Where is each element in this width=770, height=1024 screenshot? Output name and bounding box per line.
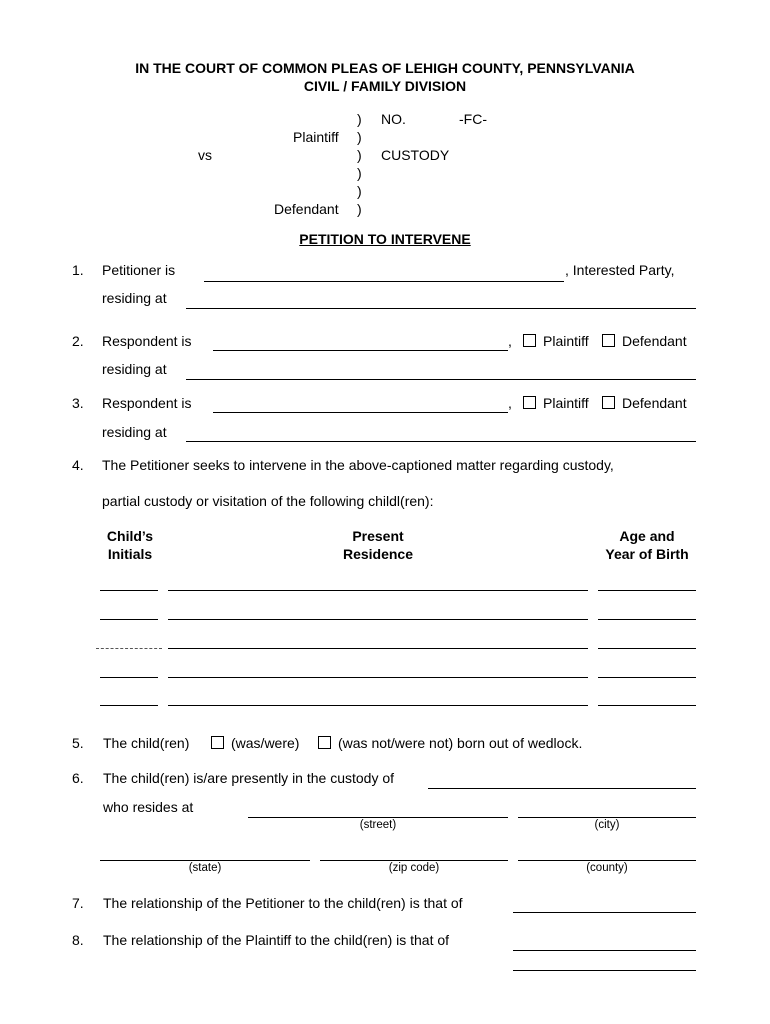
county-field[interactable] [518, 860, 696, 861]
respondent-2-name-field[interactable] [213, 412, 508, 413]
vs-label: vs [198, 147, 212, 163]
petitioner-address-field[interactable] [186, 308, 696, 309]
division-heading: CIVIL / FAMILY DIVISION [303, 78, 467, 94]
child-residence-field[interactable] [168, 619, 588, 620]
zip-field[interactable] [320, 860, 508, 861]
caption-paren: ) [357, 165, 362, 181]
custodian-name-field[interactable] [428, 788, 696, 789]
state-field[interactable] [100, 860, 310, 861]
custody-of-label: The child(ren) is/are presently in the custody of [103, 770, 395, 786]
defendant-label: Defendant [274, 201, 339, 217]
fc-label: -FC- [459, 111, 487, 127]
item-number: 4. [72, 457, 84, 473]
child-initials-field[interactable] [100, 705, 158, 706]
item-number: 6. [72, 770, 84, 786]
who-resides-label: who resides at [103, 799, 194, 815]
plaintiff-label: Plaintiff [293, 129, 339, 145]
respondent-label: Respondent is [102, 395, 192, 411]
child-initials-field[interactable] [96, 648, 162, 649]
state-caption: (state) [188, 862, 222, 874]
interested-party-label: , Interested Party, [565, 262, 675, 278]
custody-label: CUSTODY [381, 147, 450, 163]
respondent-1-name-field[interactable] [213, 350, 508, 351]
item-number: 1. [72, 262, 84, 278]
was-were-checkbox[interactable] [211, 736, 224, 749]
petition-title: PETITION TO INTERVENE [299, 231, 471, 247]
col-age-header-1: Age and [619, 528, 675, 544]
petitioner-relationship-label: The relationship of the Petitioner to the child(ren) is that of [103, 895, 463, 911]
petitioner-name-field[interactable] [204, 281, 564, 282]
plaintiff-option-label: Plaintiff [543, 395, 589, 411]
respondent-1-plaintiff-checkbox[interactable] [523, 334, 536, 347]
plaintiff-relationship-label: The relationship of the Plaintiff to the child(ren) is that of [103, 932, 450, 948]
child-residence-field[interactable] [168, 648, 588, 649]
child-residence-field[interactable] [168, 590, 588, 591]
was-not-label: (was not/were not) born out of wedlock. [338, 735, 583, 751]
child-initials-field[interactable] [100, 590, 158, 591]
seeks-line-1: The Petitioner seeks to intervene in the above-captioned matter regarding custody, [102, 457, 614, 473]
caption-paren: ) [357, 183, 362, 199]
defendant-option-label: Defendant [622, 333, 687, 349]
col-residence-header-1: Present [352, 528, 404, 544]
col-residence-header-2: Residence [342, 546, 414, 562]
case-number-label: NO. [381, 111, 406, 127]
petitioner-label: Petitioner is [102, 262, 176, 278]
caption-paren: ) [357, 111, 362, 127]
residing-label: residing at [102, 424, 167, 440]
item-number: 2. [72, 333, 84, 349]
residing-label: residing at [102, 361, 167, 377]
comma: , [508, 395, 512, 411]
plaintiff-relationship-field-2[interactable] [513, 970, 696, 971]
petitioner-relationship-field[interactable] [513, 912, 696, 913]
caption-paren: ) [357, 147, 362, 163]
respondent-2-plaintiff-checkbox[interactable] [523, 396, 536, 409]
item-number: 5. [72, 735, 84, 751]
respondent-label: Respondent is [102, 333, 192, 349]
col-age-header-2: Year of Birth [605, 546, 689, 562]
item-number: 7. [72, 895, 84, 911]
child-initials-field[interactable] [100, 677, 158, 678]
respondent-2-address-field[interactable] [186, 441, 696, 442]
street-caption: (street) [359, 819, 397, 831]
respondent-1-defendant-checkbox[interactable] [602, 334, 615, 347]
county-caption: (county) [586, 862, 628, 874]
child-age-field[interactable] [598, 648, 696, 649]
children-label: The child(ren) [103, 735, 190, 751]
was-were-label: (was/were) [231, 735, 300, 751]
street-field[interactable] [248, 817, 508, 818]
child-initials-field[interactable] [100, 619, 158, 620]
child-residence-field[interactable] [168, 677, 588, 678]
city-caption: (city) [594, 819, 620, 831]
seeks-line-2: partial custody or visitation of the following childl(ren): [102, 493, 434, 509]
city-field[interactable] [518, 817, 696, 818]
comma: , [508, 333, 512, 349]
zip-caption: (zip code) [388, 862, 440, 874]
col-initials-header-2: Initials [107, 546, 153, 562]
col-initials-header-1: Child’s [106, 528, 154, 544]
defendant-option-label: Defendant [622, 395, 687, 411]
child-age-field[interactable] [598, 677, 696, 678]
child-age-field[interactable] [598, 619, 696, 620]
caption-paren: ) [357, 201, 362, 217]
was-not-checkbox[interactable] [318, 736, 331, 749]
child-residence-field[interactable] [168, 705, 588, 706]
residing-label: residing at [102, 290, 167, 306]
child-age-field[interactable] [598, 590, 696, 591]
respondent-2-defendant-checkbox[interactable] [602, 396, 615, 409]
respondent-1-address-field[interactable] [186, 379, 696, 380]
plaintiff-option-label: Plaintiff [543, 333, 589, 349]
item-number: 3. [72, 395, 84, 411]
caption-paren: ) [357, 129, 362, 145]
plaintiff-relationship-field[interactable] [513, 950, 696, 951]
item-number: 8. [72, 932, 84, 948]
child-age-field[interactable] [598, 705, 696, 706]
court-heading: IN THE COURT OF COMMON PLEAS OF LEHIGH COUNTY, PENNSYLVANIA [135, 60, 635, 76]
